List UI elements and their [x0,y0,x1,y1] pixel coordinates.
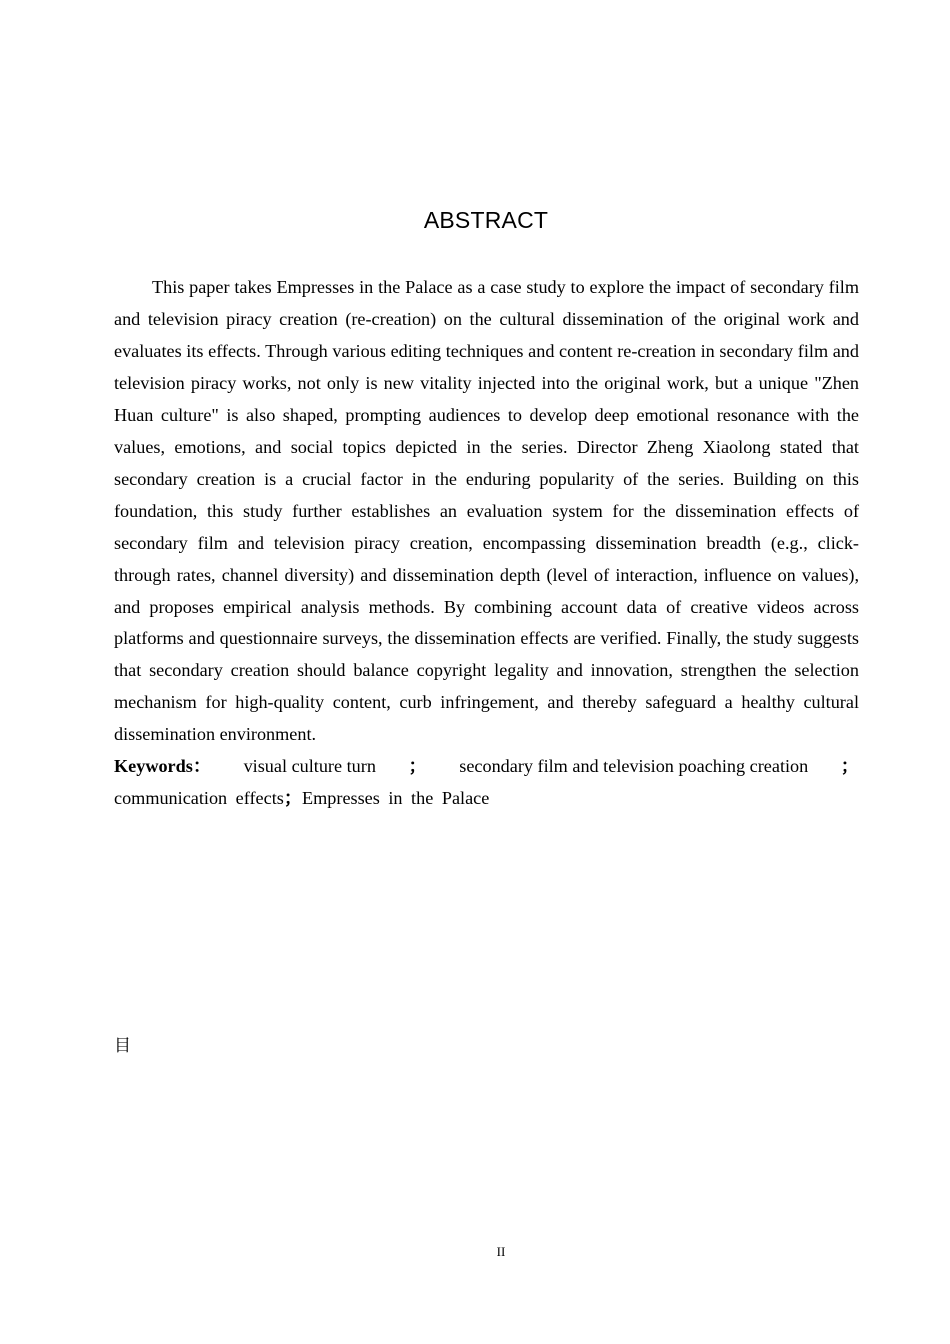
keyword-separator: ； [840,756,859,776]
page-number: II [496,1244,506,1259]
keywords-line-2 [114,783,859,815]
abstract-title: ABSTRACT [423,207,549,233]
keywords-label-group [114,751,211,783]
toc-heading-fragment: 目 [114,1036,131,1056]
keyword-item: visual culture turn [243,756,376,776]
keyword-item: Empresses in the Palace [302,787,490,808]
keyword-item: communication effects [114,787,284,808]
keyword-item: secondary film and television poaching creation [459,756,809,776]
keywords-section [114,751,859,815]
abstract-paragraph: This paper takes Empresses in the Palace as a case study to explore the impact of secondary film and television piracy creation (re-creation) on the cultural dissemination of the original work and evaluates its effects. Through various editing techniques and content re-creation in secondary film and television piracy works, not only is new vitality injected into the original work, but a unique "Zhen Huan culture" is also shaped, prompting audiences to develop deep emotional resonance with the values, emotions, and social topics depicted in the series. Director Zheng Xiaolong stated that secondary creation is a crucial factor in the enduring popularity of the series. Building on this foundation, this study further establishes an evaluation system for the dissemination effects of secondary film and television piracy creation, encompassing dissemination breadth (e.g., click-through rates, channel diversity) and dissemination depth (level of interaction, influence on values), and proposes empirical analysis methods. By combining account data of creative videos across platforms and questionnaire surveys, the dissemination effects are verified. Finally, the study suggests that secondary creation should balance copyright legality and innovation, strengthen the selection mechanism for high-quality content, curb infringement, and thereby safeguard a healthy cultural dissemination environment. [114,277,859,745]
keyword-separator: ； [408,756,427,776]
keywords-line-1 [114,751,859,783]
keyword-separator: ； [283,787,303,808]
keywords-label: Keywords [114,756,193,776]
keywords-colon: ： [192,756,212,776]
